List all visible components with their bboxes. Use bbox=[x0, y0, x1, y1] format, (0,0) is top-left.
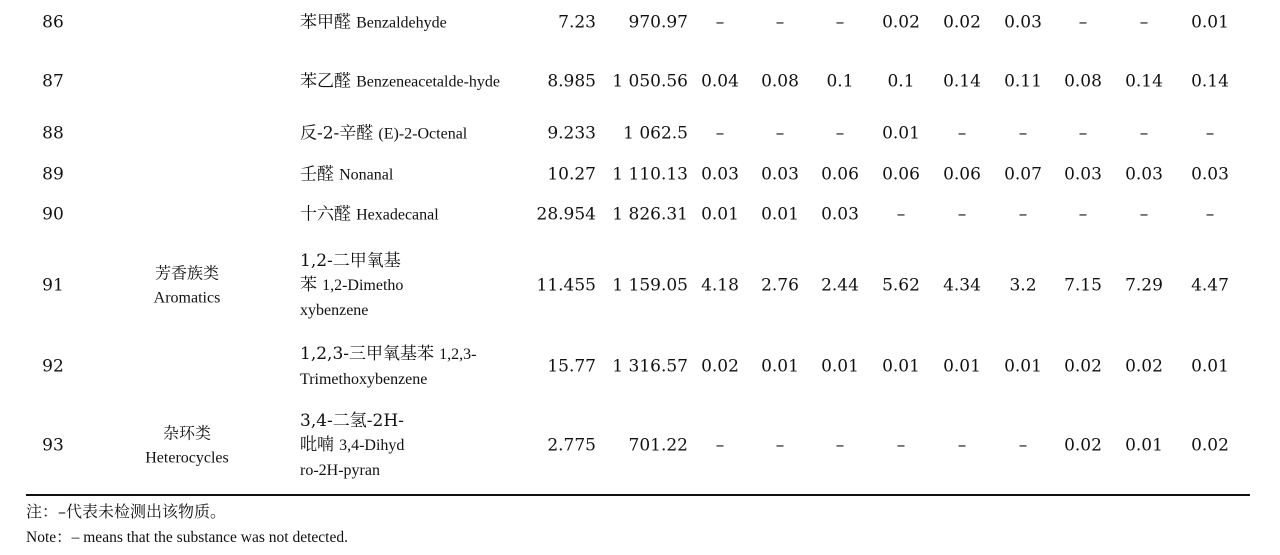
value-cell: – bbox=[1139, 204, 1149, 225]
value-cell: 0.14 bbox=[1125, 71, 1163, 92]
retention-index: 1 062.5 bbox=[623, 123, 688, 144]
table-row bbox=[0, 156, 1280, 194]
footnote-en: Note：– means that the substance was not detected. bbox=[26, 529, 348, 546]
value-cell: 0.14 bbox=[943, 71, 981, 92]
category-cn: 杂环类 bbox=[162, 423, 211, 443]
retention-time: 11.455 bbox=[536, 275, 596, 296]
value-cell: 7.29 bbox=[1125, 275, 1163, 296]
compound-name-cn: 1,2-二甲氧基苯 bbox=[300, 251, 401, 295]
row-number: 92 bbox=[42, 356, 64, 377]
value-cell: 0.02 bbox=[1064, 435, 1102, 456]
value-cell: – bbox=[835, 123, 845, 144]
value-cell: 0.02 bbox=[701, 356, 739, 377]
value-cell: 0.01 bbox=[882, 123, 920, 144]
value-cell: – bbox=[1078, 123, 1088, 144]
table-row bbox=[0, 0, 1280, 45]
retention-index: 701.22 bbox=[628, 435, 688, 456]
value-cell: – bbox=[896, 204, 906, 225]
table-row bbox=[0, 52, 1280, 112]
retention-time: 9.233 bbox=[547, 123, 596, 144]
compound-name-en: (E)-2-Octenal bbox=[378, 125, 468, 143]
row-number: 93 bbox=[42, 435, 64, 456]
value-cell: 0.03 bbox=[1004, 12, 1042, 32]
value-cell: – bbox=[1018, 204, 1028, 225]
value-cell: 0.08 bbox=[761, 71, 799, 92]
value-cell: 0.04 bbox=[701, 71, 739, 92]
table-row bbox=[0, 396, 1280, 496]
value-cell: – bbox=[715, 123, 725, 144]
value-cell: 0.06 bbox=[821, 164, 859, 185]
compound-name-cn: 苯乙醛 bbox=[300, 71, 351, 92]
compound-name-en: Benzeneacetalde-hyde bbox=[356, 73, 500, 91]
value-cell: – bbox=[1018, 435, 1028, 456]
row-number: 90 bbox=[42, 204, 64, 225]
value-cell: – bbox=[957, 123, 967, 144]
value-cell: 0.07 bbox=[1004, 164, 1042, 185]
table-row bbox=[0, 340, 1280, 394]
value-cell: 2.44 bbox=[821, 275, 859, 296]
retention-index: 1 050.56 bbox=[612, 71, 688, 92]
compound-name-en: Hexadecanal bbox=[356, 206, 439, 224]
table-bottom-rule bbox=[26, 494, 1250, 496]
retention-time: 28.954 bbox=[536, 204, 596, 225]
compound-name bbox=[300, 10, 532, 35]
value-cell: 0.03 bbox=[701, 164, 739, 185]
compound-name-cn: 1,2,3-三甲氧基苯 bbox=[300, 344, 434, 364]
value-cell: 0.03 bbox=[1191, 164, 1229, 185]
value-cell: 0.1 bbox=[887, 71, 915, 92]
value-cell: 0.01 bbox=[1125, 435, 1163, 456]
value-cell: 0.03 bbox=[1125, 164, 1163, 185]
value-cell: 0.01 bbox=[882, 356, 920, 377]
compound-name-cn: 苯甲醛 bbox=[300, 12, 351, 32]
value-cell: 4.47 bbox=[1191, 275, 1229, 296]
value-cell: – bbox=[1139, 12, 1149, 32]
retention-time: 2.775 bbox=[547, 435, 596, 456]
value-cell: – bbox=[896, 435, 906, 456]
value-cell: – bbox=[715, 435, 725, 456]
value-cell: 0.01 bbox=[701, 204, 739, 225]
table-row bbox=[0, 196, 1280, 234]
value-cell: 0.03 bbox=[1064, 164, 1102, 185]
row-number: 87 bbox=[42, 71, 64, 92]
value-cell: 0.02 bbox=[1191, 435, 1229, 456]
compound-name bbox=[300, 203, 532, 228]
value-cell: 4.34 bbox=[943, 275, 981, 296]
value-cell: 0.06 bbox=[943, 164, 981, 185]
value-cell: 0.01 bbox=[943, 356, 981, 377]
value-cell: – bbox=[957, 435, 967, 456]
value-cell: 0.02 bbox=[943, 12, 981, 32]
value-cell: – bbox=[957, 204, 967, 225]
compound-name-en: Nonanal bbox=[339, 166, 394, 184]
retention-index: 1 159.05 bbox=[612, 275, 688, 296]
value-cell: – bbox=[775, 123, 785, 144]
compound-name bbox=[300, 342, 528, 392]
value-cell: 0.03 bbox=[821, 204, 859, 225]
value-cell: – bbox=[1139, 123, 1149, 144]
value-cell: 0.02 bbox=[1064, 356, 1102, 377]
value-cell: 7.15 bbox=[1064, 275, 1102, 296]
value-cell: – bbox=[1078, 204, 1088, 225]
category-en: Heterocycles bbox=[145, 449, 229, 467]
value-cell: 0.01 bbox=[821, 356, 859, 377]
category-label bbox=[130, 422, 244, 471]
retention-index: 1 316.57 bbox=[612, 356, 688, 377]
compound-name-en: 1,2-Dimethoxybenzene bbox=[300, 277, 404, 319]
value-cell: 0.1 bbox=[826, 71, 854, 92]
value-cell: 2.76 bbox=[761, 275, 799, 296]
retention-time: 7.23 bbox=[558, 12, 596, 32]
value-cell: – bbox=[1018, 123, 1028, 144]
compound-name bbox=[300, 409, 408, 483]
value-cell: 0.14 bbox=[1191, 71, 1229, 92]
value-cell: – bbox=[715, 12, 725, 32]
value-cell: 0.01 bbox=[761, 204, 799, 225]
value-cell: – bbox=[775, 435, 785, 456]
compound-name-cn: 壬醛 bbox=[300, 164, 334, 185]
compound-name-cn: 3,4-二氢-2H-吡喃 bbox=[300, 411, 404, 455]
value-cell: 0.01 bbox=[761, 356, 799, 377]
value-cell: 5.62 bbox=[882, 275, 920, 296]
row-number: 89 bbox=[42, 164, 64, 185]
category-en: Aromatics bbox=[153, 289, 221, 307]
value-cell: 0.01 bbox=[1191, 12, 1229, 32]
value-cell: – bbox=[1205, 204, 1215, 225]
value-cell: 0.01 bbox=[1191, 356, 1229, 377]
compound-name-cn: 反-2-辛醛 bbox=[300, 123, 374, 144]
retention-time: 10.27 bbox=[547, 164, 596, 185]
value-cell: – bbox=[775, 12, 785, 32]
row-number: 86 bbox=[42, 12, 64, 32]
value-cell: 0.08 bbox=[1064, 71, 1102, 92]
category-cn: 芳香族类 bbox=[154, 263, 219, 283]
value-cell: 0.11 bbox=[1004, 71, 1042, 92]
compound-name bbox=[300, 70, 522, 95]
compound-name bbox=[300, 163, 532, 188]
retention-index: 970.97 bbox=[628, 12, 688, 32]
compound-name bbox=[300, 249, 410, 323]
value-cell: 0.03 bbox=[761, 164, 799, 185]
retention-index: 1 826.31 bbox=[612, 204, 688, 225]
value-cell: 0.01 bbox=[1004, 356, 1042, 377]
retention-time: 8.985 bbox=[547, 71, 596, 92]
compound-name-en: Benzaldehyde bbox=[356, 14, 447, 31]
value-cell: – bbox=[1078, 12, 1088, 32]
row-number: 88 bbox=[42, 123, 64, 144]
row-number: 91 bbox=[42, 275, 64, 296]
table-row bbox=[0, 236, 1280, 336]
value-cell: – bbox=[1205, 123, 1215, 144]
retention-index: 1 110.13 bbox=[612, 164, 688, 185]
value-cell: 0.06 bbox=[882, 164, 920, 185]
retention-time: 15.77 bbox=[547, 356, 596, 377]
value-cell: – bbox=[835, 12, 845, 32]
category-label bbox=[130, 262, 244, 311]
value-cell: – bbox=[835, 435, 845, 456]
value-cell: 4.18 bbox=[701, 275, 739, 296]
value-cell: 3.2 bbox=[1009, 275, 1037, 296]
footnote-cn: 注：–代表未检测出该物质。 bbox=[26, 502, 227, 521]
value-cell: 0.02 bbox=[1125, 356, 1163, 377]
compound-name-en: 1,2,3-Trimethoxybenzene bbox=[300, 346, 477, 388]
table-row bbox=[0, 116, 1280, 152]
compound-name-en: 3,4-Dihydro-2H-pyran bbox=[300, 437, 405, 479]
value-cell: 0.02 bbox=[882, 12, 920, 32]
compound-name bbox=[300, 122, 532, 147]
compound-name-cn: 十六醛 bbox=[300, 204, 351, 225]
